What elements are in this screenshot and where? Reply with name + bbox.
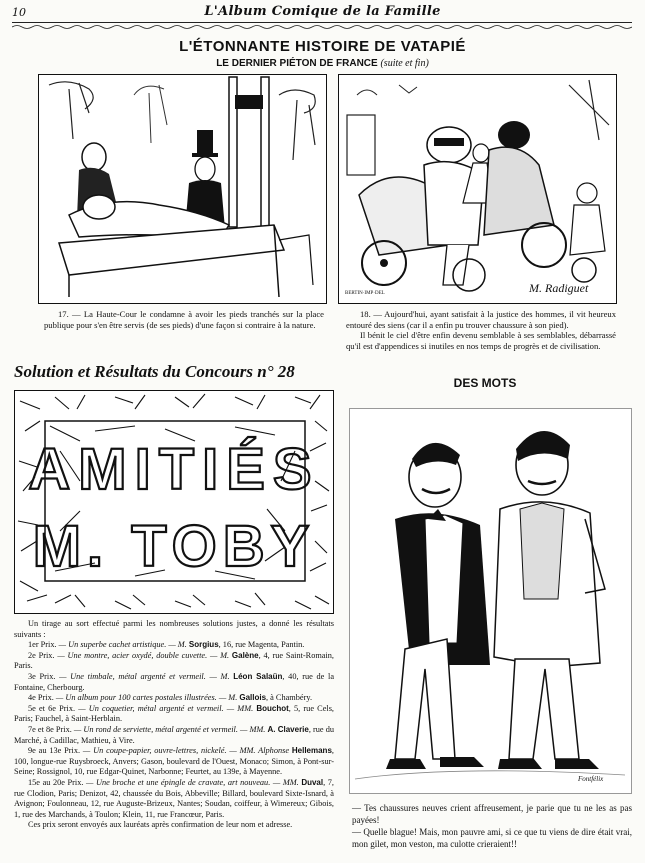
prize-entry xyxy=(14,746,334,778)
prize-description: — Un coupe-papier, ouvre-lettres, nickelé. — MM. Alphonse xyxy=(80,746,292,756)
mots-signature: Fontfélix xyxy=(578,775,604,783)
prize-winner: Hellemans xyxy=(291,746,332,756)
mots-title: DES MOTS xyxy=(453,376,517,390)
prize-label: 1er Prix. xyxy=(28,640,57,650)
puzzle-line-2: M. TOBY xyxy=(32,514,316,579)
prize-description: — Un superbe cachet artistique. — M. xyxy=(56,640,189,650)
caption-17: 17. — La Haute-Cour le condamne à avoir les pieds tranchés sur la place publique pour s'en être servis (de ses pieds) d'une façon si contraire à la nature. xyxy=(44,309,324,330)
contest-footer: Ces prix seront envoyés aux lauréats après confirmation de leur nom et adresse. xyxy=(28,820,293,830)
puzzle-scribble xyxy=(15,391,333,613)
panel-18-illustration xyxy=(339,75,616,303)
prize-label: 5e et 6e Prix. xyxy=(28,703,76,713)
prize-label: 3e Prix. xyxy=(28,671,56,681)
prize-description: — Une timbale, métal argenté et vermeil. — M. xyxy=(55,671,234,681)
mots-line-2: — Quelle blague! Mais, mon pauvre ami, si ce que tu viens de dire était vrai, mon gilet, mon veston, ma culotte crieraient!! xyxy=(352,827,632,849)
contest-results xyxy=(14,619,334,831)
puzzle-line-1: AMITIÉS xyxy=(28,437,320,502)
mots-caption xyxy=(352,802,632,850)
panel-18-signature: M. Radiguet xyxy=(529,281,589,295)
contest-intro: Un tirage au sort effectué parmi les nombreuses solutions justes, a donné les résultats suivants : xyxy=(14,619,334,639)
prize-address: , rue du Marché, à Cadillac, Mathieu, à Vire. xyxy=(14,724,335,745)
panel-18-mark: BERTIN·IMP·DEL xyxy=(345,291,385,296)
prize-address: , 7, rue Clodion, Paris; Denizot, 42, chaussée du Bois, Abbeville; Billard, boulevard Sixte-Isnard, à Avignon; Foulonneau, 12, rue Auguste-Brizeux, Nantes; Soudan, coiffeur, à Wimereux; Gibois, 1, rue des Marchands, à Toulon; Klein, 11, rue Francœur, Paris. xyxy=(14,777,334,819)
prize-description: — Un coquetier, métal argenté et vermeil. — MM. xyxy=(75,703,257,713)
prize-address: , 16, rue Magenta, Pantin. xyxy=(218,640,305,650)
prize-entry xyxy=(14,672,334,693)
comic-panel-17 xyxy=(38,74,327,304)
prize-entry xyxy=(14,693,334,704)
panel-17-illustration xyxy=(39,75,326,303)
prize-winner: Sorgius xyxy=(188,640,219,650)
prize-description: — Une montre, acier oxydé, double cuvette. — M. xyxy=(54,650,232,660)
prize-address: , 4, rue Saint-Romain, Paris. xyxy=(14,650,335,671)
mots-line-1: — Tes chaussures neuves crient affreusement, je parie que tu ne les as pas payées! xyxy=(352,803,632,825)
caption-18: 18. — Aujourd'hui, ayant satisfait à la justice des hommes, il vit heureux entouré des siens (car il a enfin pu trouver chaussure à son pied). Il bénit le ciel d'être enfin devenu semblable à ses semblables, débarrassé qu'il est d'appendices si inutiles en nos temps de progrès et de civilisation. xyxy=(346,309,616,351)
mots-illustration xyxy=(349,408,632,794)
prize-list xyxy=(14,640,334,820)
header-ornament xyxy=(12,24,632,30)
prize-address: , 5, rue Cels, Paris; Fauchel, à Saint-Herblain. xyxy=(14,703,334,724)
prize-entry xyxy=(14,651,334,672)
prize-winner: Léon Salaün xyxy=(233,671,283,681)
prize-entry xyxy=(14,704,334,725)
prize-entry xyxy=(14,725,334,746)
prize-description: — Une broche et une épingle de cravate, art nouveau. — MM. xyxy=(83,777,302,787)
prize-label: 2e Prix. xyxy=(28,650,55,660)
publication-title: L'Album Comique de la Famille xyxy=(204,4,441,19)
prize-winner: Bouchot xyxy=(256,703,289,713)
prize-label: 4e Prix. xyxy=(28,693,54,703)
story-title: L'ÉTONNANTE HISTOIRE DE VATAPIÉ xyxy=(179,38,466,55)
prize-winner: Gallois xyxy=(239,693,267,703)
prize-winner: Duval xyxy=(301,777,324,787)
page-number: 10 xyxy=(12,6,26,19)
mots-drawing xyxy=(350,409,631,793)
prize-address: , à Chambéry. xyxy=(266,693,313,703)
prize-label: 15e au 20e Prix. xyxy=(28,777,84,787)
prize-entry xyxy=(14,640,334,651)
story-subtitle: LE DERNIER PIÉTON DE FRANCE (suite et fin) xyxy=(216,58,429,69)
prize-label: 7e et 8e Prix. xyxy=(28,724,72,734)
prize-label: 9e au 13e Prix. xyxy=(28,746,81,756)
prize-description: — Un rond de serviette, métal argenté et vermeil. — MM. xyxy=(71,724,268,734)
comic-panel-18 xyxy=(338,74,617,304)
prize-winner: Galène xyxy=(231,650,259,660)
prize-entry xyxy=(14,778,334,820)
prize-address: , 40, rue de la Fontaine, Cherbourg. xyxy=(14,671,335,692)
header-rule xyxy=(12,22,632,23)
prize-winner: A. Claverie xyxy=(267,724,309,734)
puzzle-image xyxy=(14,390,334,614)
prize-description: — Un album pour 100 cartes postales illustrées. — M. xyxy=(53,693,240,703)
prize-address: , 100, longue-rue Ruysbroeck, Anvers; Gason, boulevard de l'Ouest, Monaco; Simon, à Pont-sur-Seine; Rossignol, 10, rue Edgar-Quinet, Narbonne; Feurtet, au 139e, à Mayenne. xyxy=(14,746,334,777)
subtitle-note: (suite et fin) xyxy=(380,58,429,69)
contest-title: Solution et Résultats du Concours n° 28 xyxy=(14,362,295,381)
